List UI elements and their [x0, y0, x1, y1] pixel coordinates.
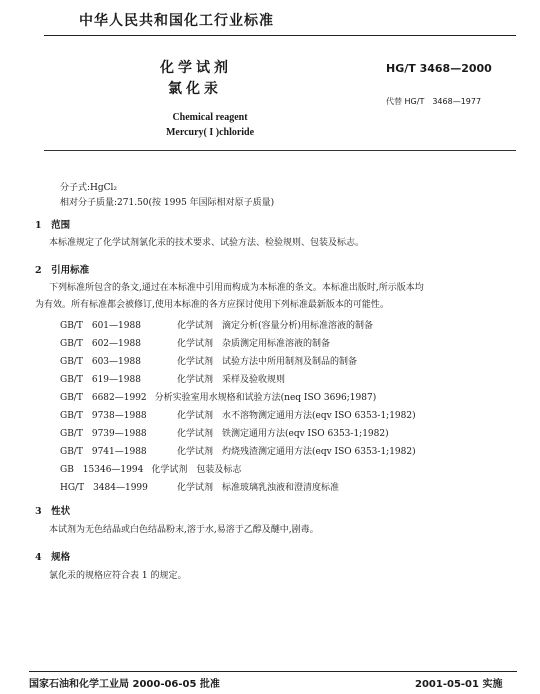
reference-row — [60, 372, 285, 385]
reference-title: 化学试剂 标准玻璃乳浊液和澄清度标准 — [177, 483, 340, 493]
reference-title: 分析实验室用水规格和试验方法(neq ISO 3696;1987) — [154, 393, 377, 403]
doc-title-line1: 化学试剂 — [160, 60, 232, 76]
molecular-mass: 相对分子质量:271.50(按 1995 年国际相对原子质量) — [60, 198, 275, 208]
reference-row — [60, 480, 339, 493]
replaces-note: 代替 HG/T 3468—1977 — [386, 97, 482, 106]
section-2-intro-line1: 下列标准所包含的条文,通过在本标准中引用而构成为本标准的条文。本标准出版时,所示版本均 — [49, 283, 424, 293]
reference-code: GB 15346—1994 — [60, 465, 144, 475]
reference-code: GB/T 619—1988 — [60, 375, 141, 385]
reference-title: 化学试剂 滴定分析(容量分析)用标准溶液的制备 — [177, 321, 374, 331]
reference-title: 化学试剂 包装及标志 — [151, 465, 242, 475]
reference-title: 化学试剂 水不溶物测定通用方法(eqv ISO 6353-1;1982) — [177, 411, 416, 421]
reference-code: GB/T 602—1988 — [60, 339, 141, 349]
reference-row — [60, 408, 416, 421]
reference-code: GB/T 9739—1988 — [60, 429, 147, 439]
english-title-line1: Chemical reagent — [172, 112, 248, 123]
reference-row — [60, 390, 376, 403]
approval-date: 国家石油和化学工业局 2000-06-05 批准 — [29, 679, 220, 690]
reference-code: HG/T 3484—1999 — [60, 483, 148, 493]
english-title-line2: Mercury( I )chloride — [165, 127, 255, 138]
reference-row — [60, 426, 389, 439]
reference-title: 化学试剂 铁测定通用方法(eqv ISO 6353-1;1982) — [177, 429, 389, 439]
reference-code: GB/T 9741—1988 — [60, 447, 147, 457]
reference-row — [60, 336, 330, 349]
section-3-heading: 3 性状 — [35, 506, 71, 517]
footer-rule — [29, 671, 517, 672]
reference-row — [60, 354, 357, 367]
section-4-text: 氯化汞的规格应符合表 1 的规定。 — [49, 571, 187, 581]
section-3-text: 本试剂为无色结晶或白色结晶粉末,溶于水,易溶于乙醇及醚中,剧毒。 — [49, 525, 319, 535]
title-rule — [44, 150, 516, 151]
reference-code: GB/T 601—1988 — [60, 321, 141, 331]
effective-date: 2001-05-01 实施 — [415, 679, 503, 690]
standard-number: HG/T 3468—2000 — [386, 62, 492, 75]
molecular-formula: 分子式:HgCl₂ — [60, 183, 118, 193]
reference-title: 化学试剂 采样及验收规则 — [177, 375, 286, 385]
org-title: 中华人民共和国化工行业标准 — [79, 13, 274, 29]
reference-row — [60, 462, 241, 475]
section-1-heading: 1 范围 — [35, 220, 71, 231]
doc-title — [160, 58, 232, 100]
reference-code: GB/T 9738—1988 — [60, 411, 147, 421]
reference-code: GB/T 603—1988 — [60, 357, 141, 367]
section-2-heading: 2 引用标准 — [35, 265, 90, 276]
reference-title: 化学试剂 试验方法中所用制剂及制品的制备 — [177, 357, 358, 367]
section-2-intro-line2: 为有效。所有标准都会被修订,使用本标准的各方应探讨使用下列标准最新版本的可能性。 — [35, 300, 389, 310]
top-rule — [44, 35, 516, 36]
reference-title: 化学试剂 杂质测定用标准溶液的制备 — [177, 339, 331, 349]
doc-title-line2: 氯化汞 — [168, 81, 222, 97]
reference-row — [60, 444, 416, 457]
reference-row — [60, 318, 373, 331]
english-title — [155, 110, 265, 140]
reference-title: 化学试剂 灼烧残渣测定通用方法(eqv ISO 6353-1;1982) — [177, 447, 416, 457]
section-4-heading: 4 规格 — [35, 552, 71, 563]
reference-code: GB/T 6682—1992 — [60, 393, 147, 403]
section-1-text: 本标准规定了化学试剂氯化汞的技术要求、试验方法、检验规则、包装及标志。 — [49, 238, 365, 248]
